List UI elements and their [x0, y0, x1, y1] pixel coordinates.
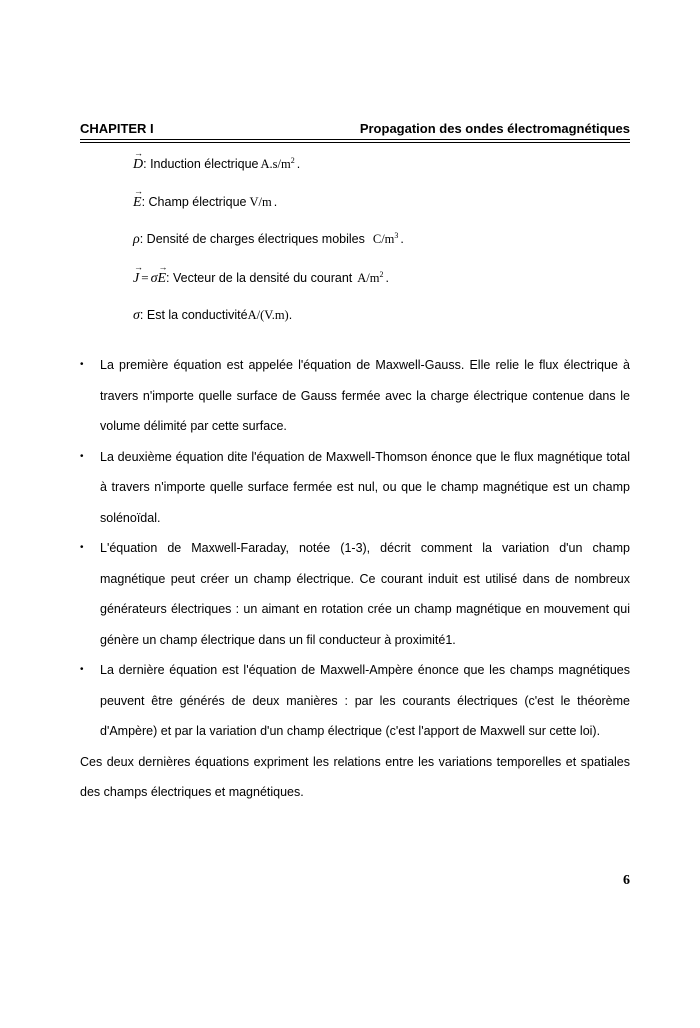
vector-arrow: →	[134, 262, 143, 273]
unit: $C/m^3$	[372, 231, 399, 247]
vector-e-symbol: → E	[133, 186, 143, 210]
list-item-text: La deuxième équation dite l'équation de Maxwell-Thomson énonce que le flux magnétique total à travers n'importe quelle surface fermée est nul, ou que le champ magnétique est un champ solénoïdal.	[100, 449, 630, 525]
list-item	[80, 442, 630, 534]
bullet-marker: •	[80, 359, 84, 370]
definition-rho: ρ : Densité de charges électriques mobiles $C/m^3$ .	[133, 231, 404, 248]
bullet-marker: •	[80, 664, 84, 675]
equals-sign: =	[141, 270, 149, 286]
chapter-label: CHAPITER I	[80, 121, 154, 136]
sigma-symbol: σ	[150, 271, 158, 287]
list-item	[80, 533, 630, 655]
page-number: 6	[623, 873, 630, 888]
list-item	[80, 655, 630, 747]
list-item	[80, 350, 630, 442]
definition-text: : Vecteur de la densité du courant	[166, 271, 353, 286]
vector-d-symbol: → D	[133, 148, 144, 173]
definition-sigma: σ : Est la conductivité A/(V.m) .	[133, 308, 293, 323]
list-item-text: La dernière équation est l'équation de Maxwell-Ampère énonce que les champs magnétiques peuvent être générés de deux manières : par les courants électriques (c'est le théorème d'Ampère) et par la variation d'un champ électrique (c'est l'apport de Maxwell sur cette loi).	[100, 663, 630, 738]
bullet-marker: •	[80, 450, 84, 462]
list-item-text: L'équation de Maxwell-Faraday, notée (1-3), décrit comment la variation d'un champ magnétique peut créer un champ électrique. Ce courant induit est utilisé dans de nombreux générateurs électriques : un aimant en rotation crée un champ magnétique en mouvement qui génère un champ électrique dans un fil conducteur à proximité1.	[100, 541, 630, 647]
header-divider	[80, 139, 630, 143]
definition-text: : Est la conductivité	[139, 308, 248, 322]
definition-e: → E : Champ électrique V/m .	[133, 186, 278, 210]
vector-arrow: →	[134, 186, 143, 196]
unit: $A.s/m^2$	[260, 156, 295, 172]
unit: A/(V.m)	[247, 308, 289, 322]
vector-arrow: →	[134, 148, 143, 159]
definition-text: : Densité de charges électriques mobiles	[139, 232, 365, 247]
body-text	[80, 350, 630, 808]
bullet-marker: •	[80, 542, 84, 553]
vector-j-symbol: → J	[133, 262, 143, 287]
definition-text: : Induction électrique	[143, 157, 259, 172]
unit: V/m	[249, 195, 272, 209]
list-item-text: La première équation est appelée l'équation de Maxwell-Gauss. Elle relie le flux électrique à travers n'importe quelle surface de Gauss fermée avec la charge électrique contenue dans le volume délimité par cette surface.	[100, 358, 630, 433]
vector-e-symbol: → E	[157, 262, 168, 287]
definition-text: : Champ électrique	[141, 195, 247, 209]
unit: $A/m^2$	[357, 270, 384, 286]
closing-paragraph: Ces deux dernières équations expriment les relations entre les variations temporelles et spatiales des champs électriques et magnétiques.	[80, 754, 630, 799]
chapter-title: Propagation des ondes électromagnétiques	[359, 121, 630, 136]
sigma-symbol: σ	[133, 308, 140, 323]
page-header	[80, 121, 630, 136]
definition-d: → D : Induction électrique $A.s/m^2$ .	[133, 148, 301, 173]
rho-symbol: ρ	[133, 232, 140, 248]
vector-arrow: →	[158, 262, 168, 273]
definition-j: → J = σ → E : Vecteur de la densité du courant $A/m^2$ .	[133, 262, 389, 287]
